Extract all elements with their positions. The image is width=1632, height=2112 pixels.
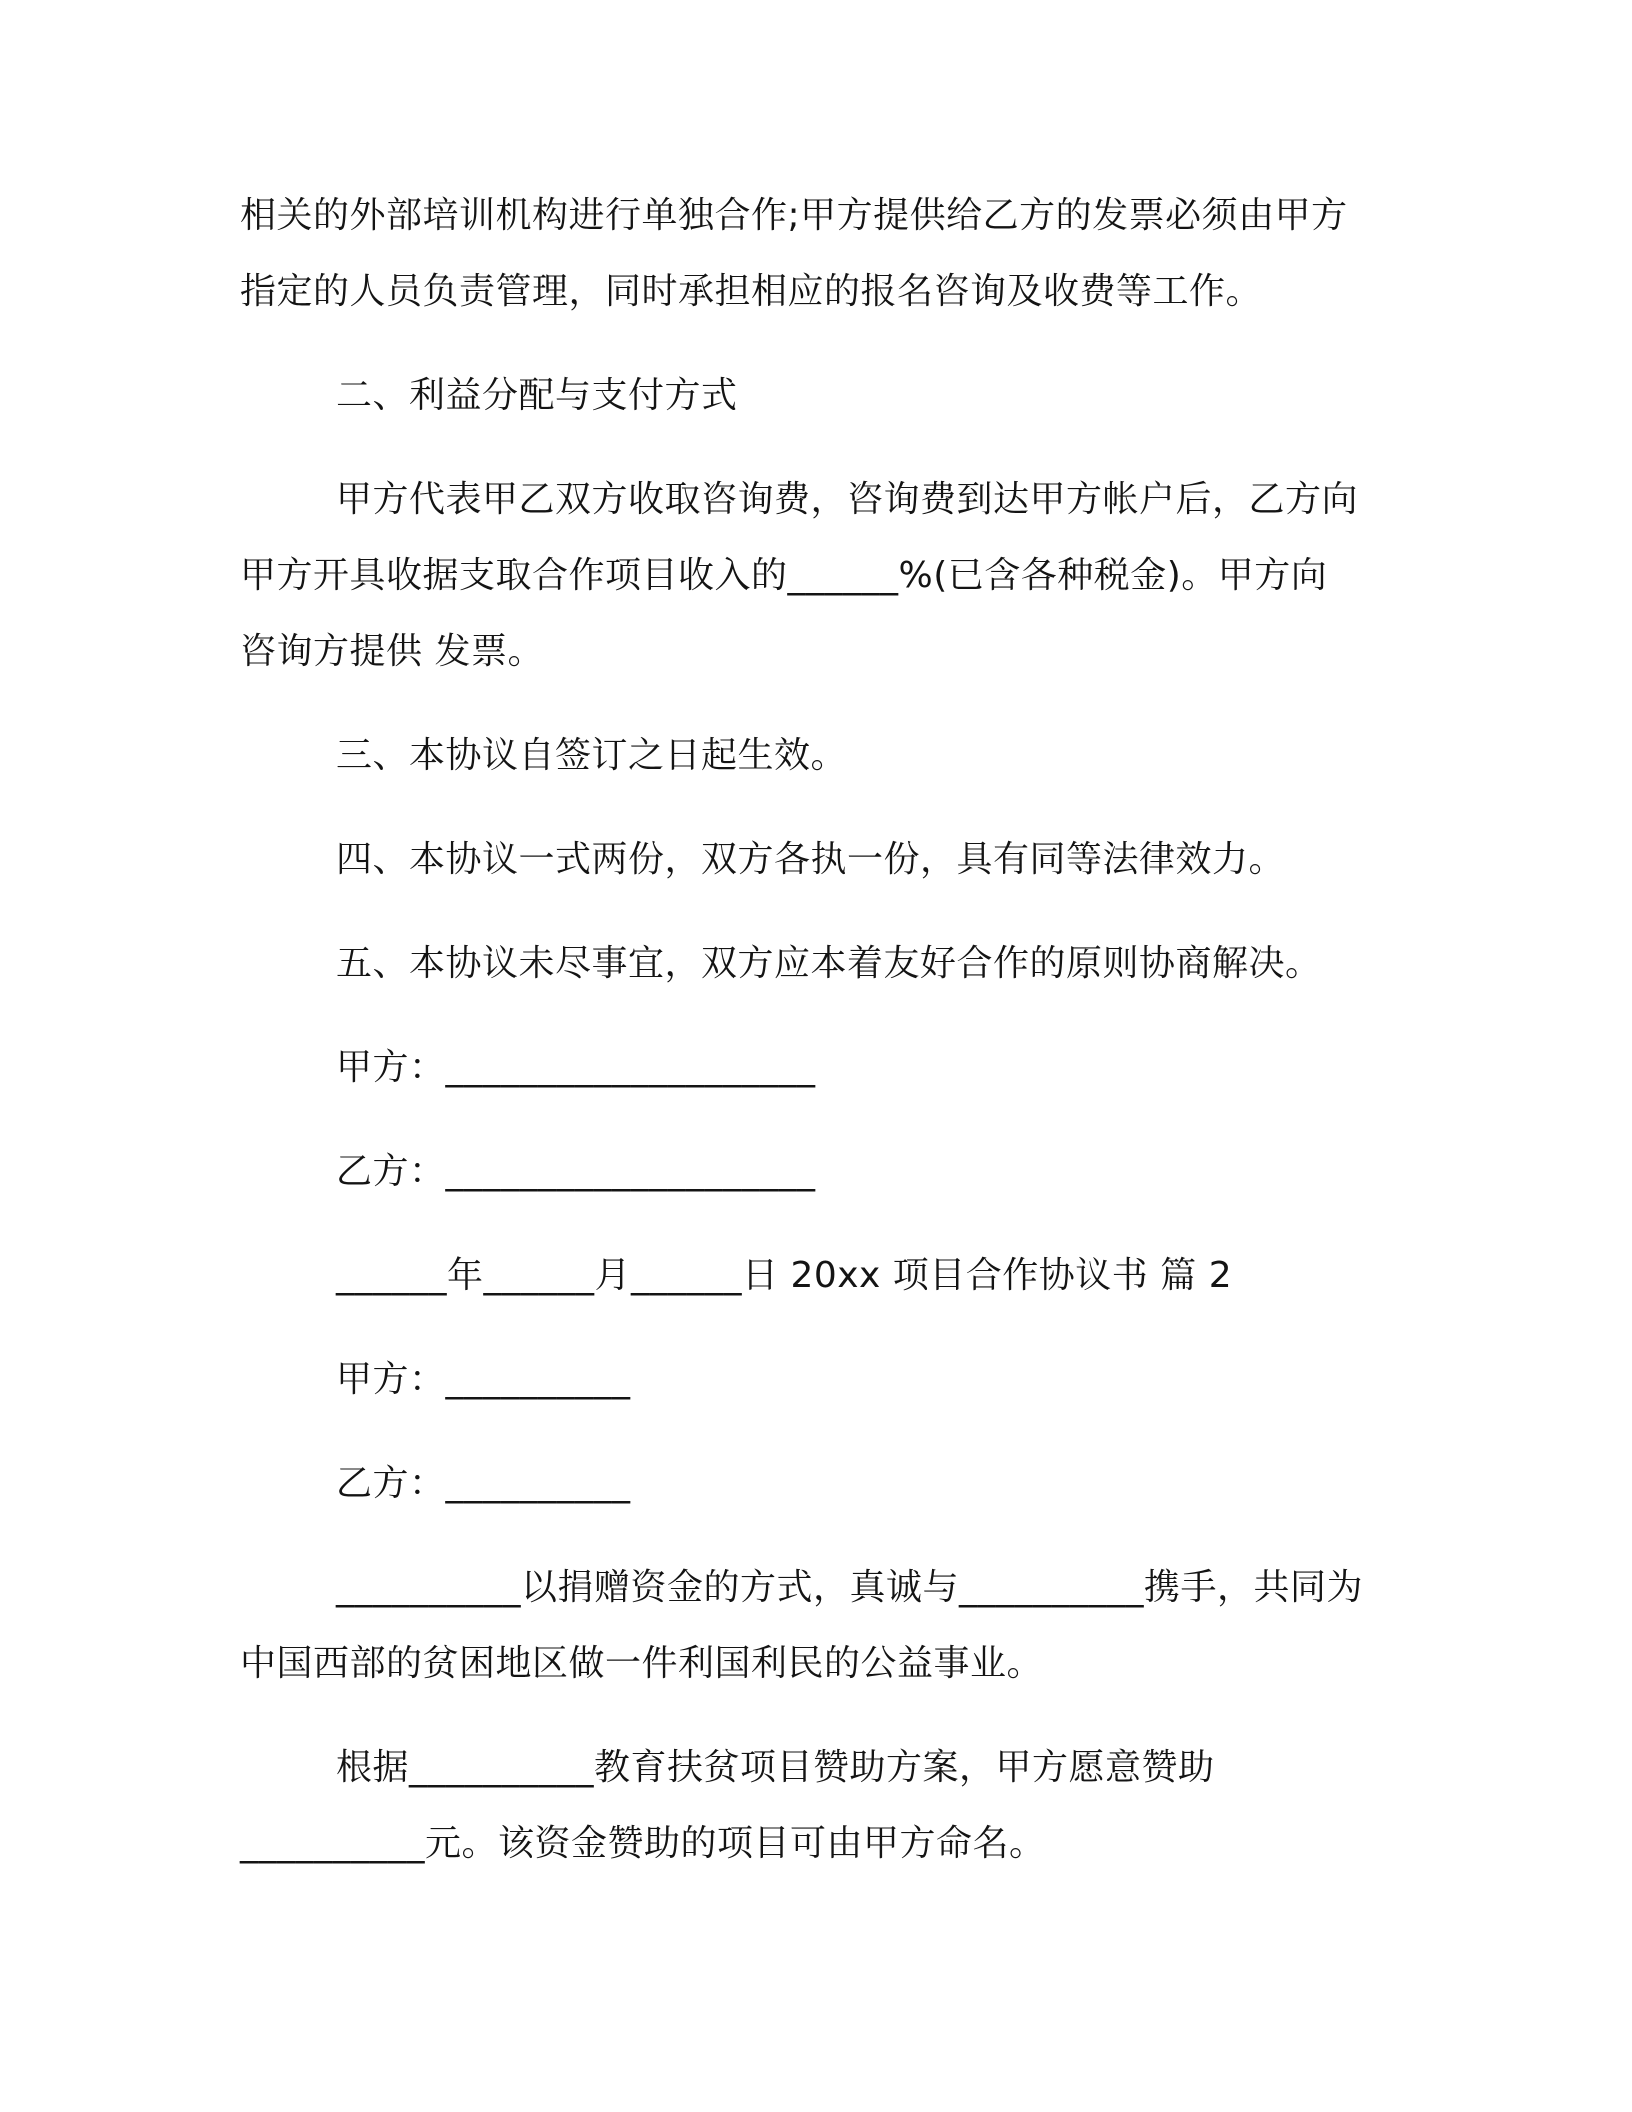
paragraph-1-line-1: 相关的外部培训机构进行单独合作;甲方提供给乙方的发票必须由甲方 [240,195,1348,236]
paragraph-2-line-2: 甲方开具收据支取合作项目收入的______%(已含各种税金)。甲方向 [240,555,1328,596]
party-a-signature-line: 甲方：____________________ [336,1047,816,1088]
paragraph-3-line-2: 中国西部的贫困地区做一件利国利民的公益事业。 [240,1643,1044,1684]
party-a-line: 甲方：__________ [336,1359,631,1400]
party-b-line: 乙方：__________ [336,1463,631,1504]
paragraph-4-line-2: __________元。该资金赞助的项目可由甲方命名。 [240,1823,1046,1864]
date-and-next-title: ______年______月______日 20xx 项目合作协议书 篇 2 [336,1255,1233,1296]
paragraph-2-line-3: 咨询方提供 发票。 [240,631,544,672]
clause-3: 三、本协议自签订之日起生效。 [336,735,848,776]
section-heading-2: 二、利益分配与支付方式 [336,375,738,416]
paragraph-2-line-1: 甲方代表甲乙双方收取咨询费，咨询费到达甲方帐户后，乙方向 [336,479,1359,520]
paragraph-3-line-1: __________以捐赠资金的方式，真诚与__________携手，共同为 [336,1567,1364,1608]
paragraph-1-line-2: 指定的人员负责管理，同时承担相应的报名咨询及收费等工作。 [240,271,1263,312]
clause-4: 四、本协议一式两份，双方各执一份，具有同等法律效力。 [336,839,1286,880]
party-b-signature-line: 乙方：____________________ [336,1151,816,1192]
paragraph-4-line-1: 根据__________教育扶贫项目赞助方案，甲方愿意赞助 [336,1747,1215,1788]
clause-5: 五、本协议未尽事宜，双方应本着友好合作的原则协商解决。 [336,943,1322,984]
